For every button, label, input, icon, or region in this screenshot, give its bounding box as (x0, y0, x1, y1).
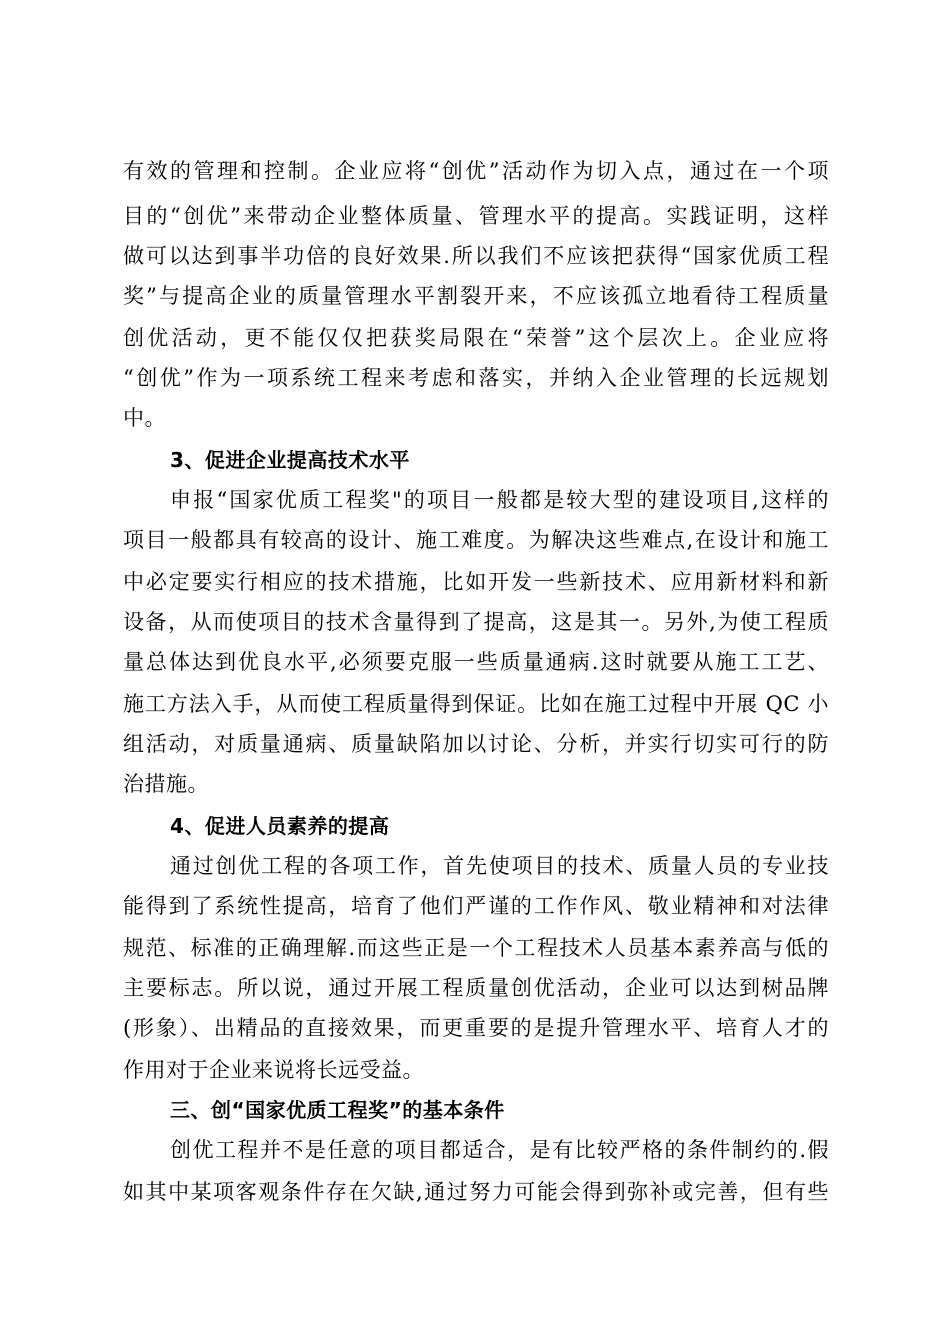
paragraph-line: 中必定要实行相应的技术措施，比如开发一些新技术、应用新材料和新 (123, 570, 829, 594)
paragraph-line: 创优活动，更不能仅仅把获奖局限在“荣誉”这个层次上。企业应将 (123, 326, 829, 350)
paragraph-line: 施工方法入手，从而使工程质量得到保证。比如在施工过程中开展 QC 小 (123, 692, 829, 716)
section-heading-three: 三、创“国家优质工程奖”的基本条件 (170, 1098, 505, 1122)
paragraph-line: 创优工程并不是任意的项目都适合，是有比较严格的条件制约的.假 (170, 1138, 829, 1162)
paragraph-line: 如其中某项客观条件存在欠缺,通过努力可能会得到弥补或完善，但有些 (123, 1180, 829, 1204)
paragraph-line: 目的“创优”来带动企业整体质量、管理水平的提高。实践证明，这样 (123, 204, 829, 228)
paragraph-line: 组活动，对质量通病、质量缺陷加以讨论、分析，并实行切实可行的防 (123, 732, 829, 756)
paragraph-line: 规范、标准的正确理解.而这些正是一个工程技术人员基本素养高与低的 (123, 936, 829, 960)
paragraph-line: 量总体达到优良水平,必须要克服一些质量通病.这时就要从施工工艺、 (123, 650, 829, 674)
paragraph-line: 通过创优工程的各项工作，首先使项目的技术、质量人员的专业技 (170, 854, 829, 878)
paragraph-line: 作用对于企业来说将长远受益。 (123, 1058, 424, 1082)
paragraph-line: 中。 (123, 406, 166, 430)
paragraph-line: 设备，从而使项目的技术含量得到了提高，这是其一。另外,为使工程质 (123, 610, 829, 634)
paragraph-line: 项目一般都具有较高的设计、施工难度。为解决这些难点,在设计和施工 (123, 528, 829, 552)
paragraph-line: 奖”与提高企业的质量管理水平割裂开来，不应该孤立地看待工程质量 (123, 284, 829, 308)
paragraph-line: 有效的管理和控制。企业应将“创优”活动作为切入点，通过在一个项 (123, 159, 829, 183)
section-heading-3: 3、促进企业提高技术水平 (170, 448, 410, 472)
paragraph-line: 主要标志。所以说，通过开展工程质量创优活动，企业可以达到树品牌 (123, 976, 829, 1000)
paragraph-line: (形象）、出精品的直接效果，而更重要的是提升管理水平、培育人才的 (123, 1016, 829, 1040)
section-heading-4: 4、促进人员素养的提高 (170, 814, 390, 838)
paragraph-line: “创优”作为一项系统工程来考虑和落实，并纳入企业管理的长远规划 (123, 366, 829, 390)
paragraph-line: 做可以达到事半功倍的良好效果.所以我们不应该把获得“国家优质工程 (123, 244, 829, 268)
paragraph-line: 治措施。 (123, 772, 209, 796)
paragraph-line: 申报“国家优质工程奖"的项目一般都是较大型的建设项目,这样的 (170, 488, 829, 512)
paragraph-line: 能得到了系统性提高，培育了他们严谨的工作作风、敬业精神和对法律 (123, 894, 829, 918)
